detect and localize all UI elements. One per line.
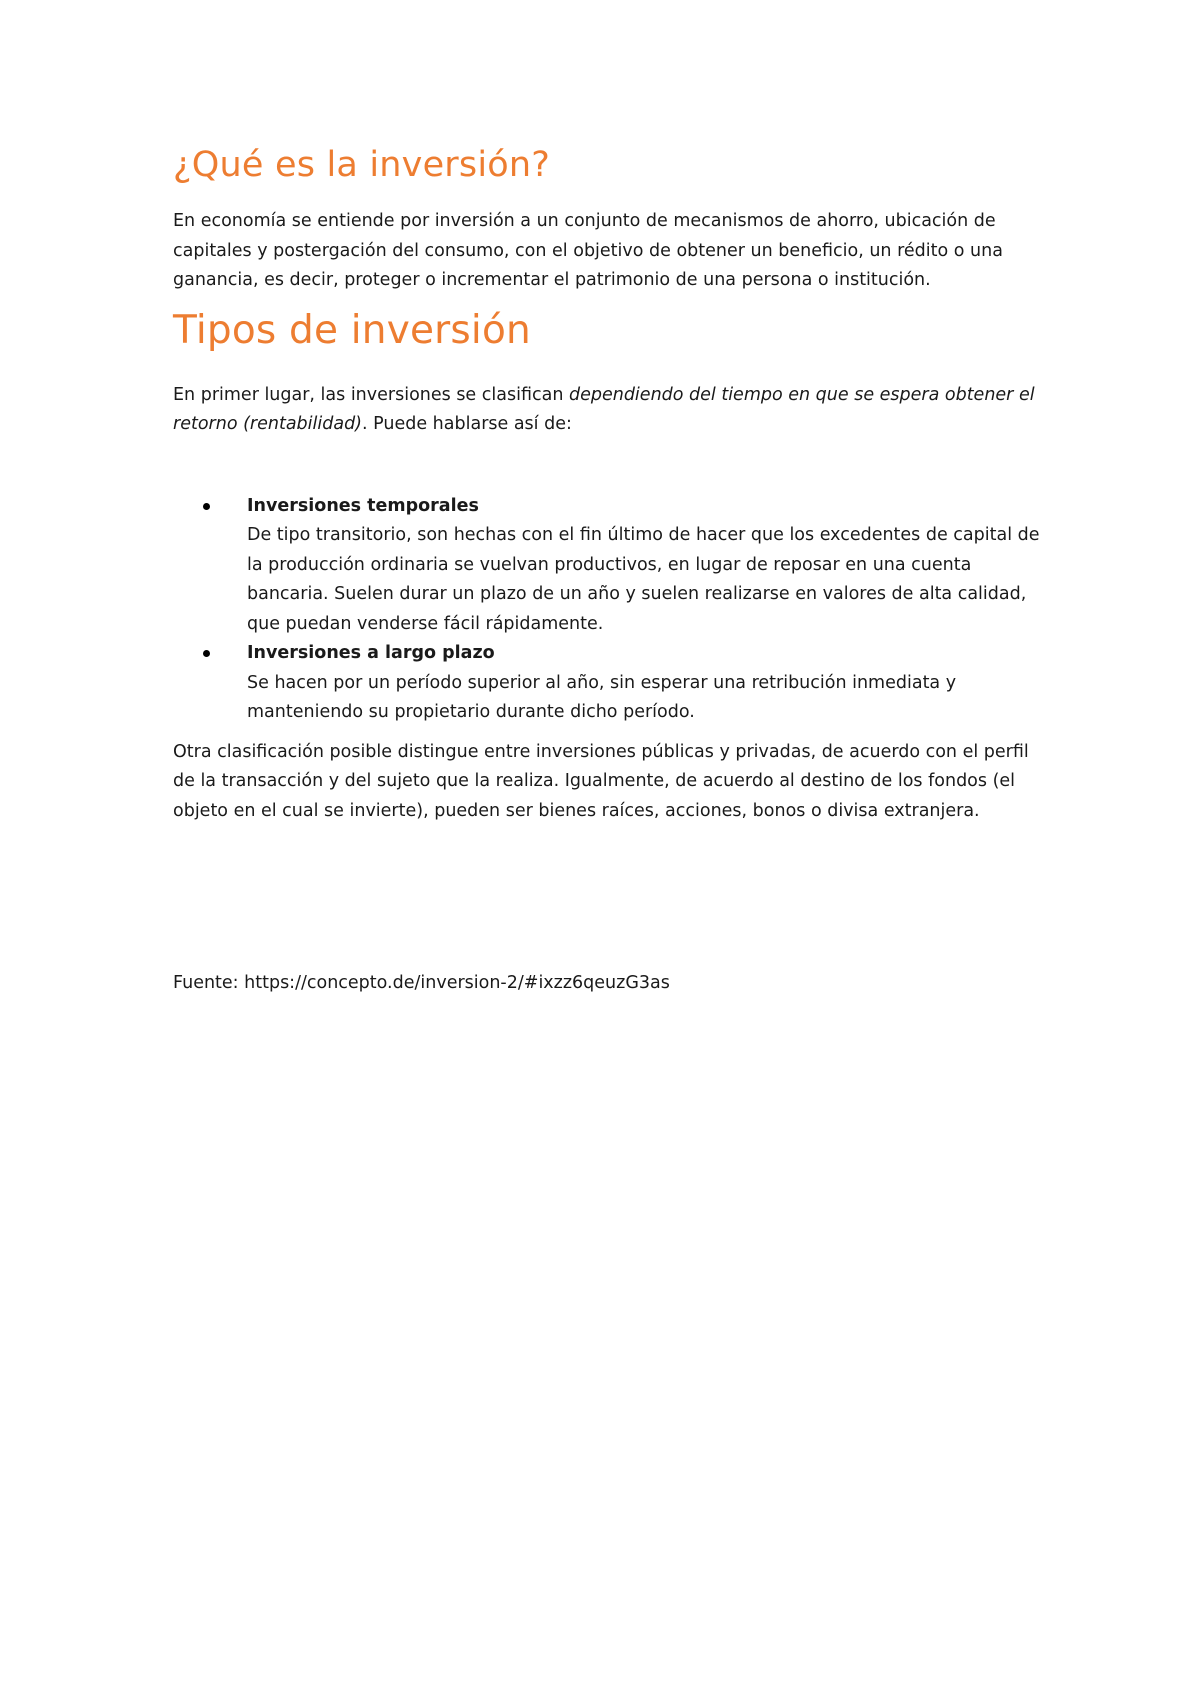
heading-tipos-de-inversion: Tipos de inversión xyxy=(173,307,531,353)
heading-que-es-la-inversion: ¿Qué es la inversión? xyxy=(173,145,551,185)
list-item-title: Inversiones a largo plazo xyxy=(247,643,495,663)
bullet-icon xyxy=(203,650,210,657)
paragraph-other-classification: Otra clasificación posible distingue entre inversiones públicas y privadas, de acuerdo con el perfil de la transacción y del sujeto que la realiza. Igualmente, de acuerdo al destino de los fondos (el objeto en el cual se invierte), pueden ser bienes raíces, acciones, bonos o divisa extranjera. xyxy=(173,741,1029,821)
paragraph-intro-emphasis: dependiendo del tiempo en que se espera obtener el retorno (rentabilidad) xyxy=(173,384,1035,434)
list-item-inversiones-largo-plazo xyxy=(173,639,1043,728)
paragraph-classification-intro xyxy=(173,381,1043,440)
document-page xyxy=(173,140,1043,999)
investment-types-list xyxy=(173,492,1043,728)
source-citation: Fuente: https://concepto.de/inversion-2/#ixzz6qeuzG3as xyxy=(173,973,670,993)
paragraph-intro-text: En primer lugar, las inversiones se clasifican xyxy=(173,384,569,405)
list-item-text: Se hacen por un período superior al año, sin esperar una retribución inmediata y manteniendo su propietario durante dicho período. xyxy=(247,672,957,722)
paragraph-intro-outro: . Puede hablarse así de: xyxy=(362,414,572,434)
list-item-text: De tipo transitorio, son hechas con el fin último de hacer que los excedentes de capital de la producción ordinaria se vuelvan productivos, en lugar de reposar en una cuenta bancaria. Suelen durar un plazo de un año y suelen realizarse en valores de alta calidad, que puedan venderse fácil rápidamente. xyxy=(247,525,1040,634)
list-item-inversiones-temporales xyxy=(173,492,1043,640)
paragraph-definition: En economía se entiende por inversión a un conjunto de mecanismos de ahorro, ubicación de capitales y postergación del consumo, con el objetivo de obtener un beneficio, un rédito o una ganancia, es decir, proteger o incrementar el patrimonio de una persona o institución. xyxy=(173,211,1003,290)
bullet-icon xyxy=(203,503,210,510)
list-item-title: Inversiones temporales xyxy=(247,495,479,516)
